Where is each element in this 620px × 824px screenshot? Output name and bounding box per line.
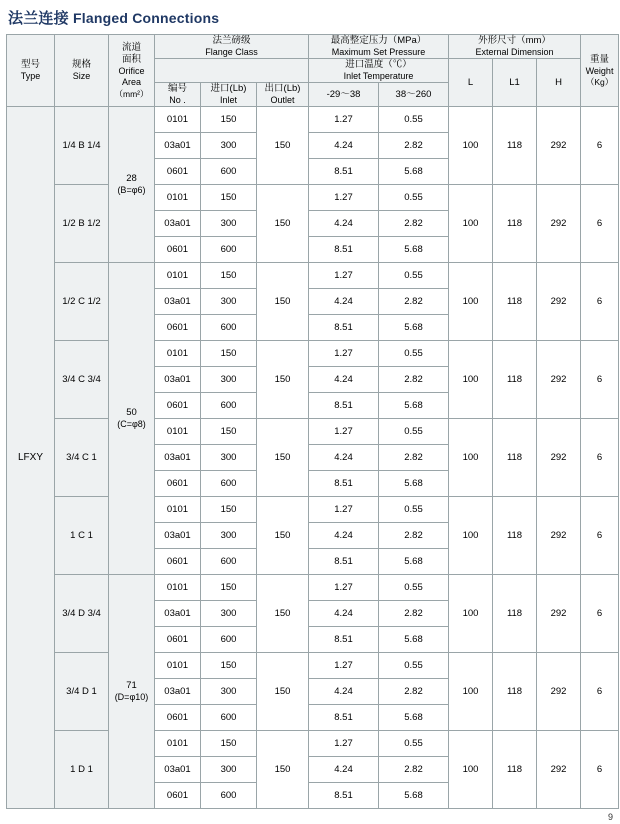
table-body xyxy=(7,107,619,809)
orifice-note: (D=φ10) xyxy=(114,692,149,703)
table-row xyxy=(7,731,619,757)
cell-dim-l1: 118 xyxy=(493,575,537,653)
orifice-note: (C=φ8) xyxy=(117,419,146,430)
cell-weight: 6 xyxy=(581,653,619,731)
cell-pressure-low-temp: 8.51 xyxy=(309,315,379,341)
cell-pressure-low-temp: 4.24 xyxy=(309,445,379,471)
cell-pressure-high-temp: 5.68 xyxy=(379,705,449,731)
cell-size: 1/2 C 1/2 xyxy=(55,263,109,341)
table-row xyxy=(7,107,619,133)
cell-pressure-high-temp: 0.55 xyxy=(379,341,449,367)
cell-inlet-lb: 300 xyxy=(201,445,257,471)
cell-inlet-lb: 600 xyxy=(201,315,257,341)
cell-pressure-low-temp: 8.51 xyxy=(309,783,379,809)
cell-code-no: 0101 xyxy=(155,185,201,211)
cell-code-no: 0601 xyxy=(155,783,201,809)
cell-inlet-lb: 150 xyxy=(201,263,257,289)
table-row xyxy=(7,185,619,211)
cell-size: 1 D 1 xyxy=(55,731,109,809)
cell-inlet-lb: 300 xyxy=(201,523,257,549)
cell-code-no: 0601 xyxy=(155,705,201,731)
cell-inlet-lb: 150 xyxy=(201,341,257,367)
cell-weight: 6 xyxy=(581,107,619,185)
cell-inlet-lb: 300 xyxy=(201,367,257,393)
cell-pressure-low-temp: 4.24 xyxy=(309,367,379,393)
cell-weight: 6 xyxy=(581,341,619,419)
specification-table xyxy=(6,34,619,809)
cell-size: 1 C 1 xyxy=(55,497,109,575)
cell-outlet-lb: 150 xyxy=(257,263,309,341)
cell-inlet-lb: 150 xyxy=(201,107,257,133)
cell-code-no: 0101 xyxy=(155,419,201,445)
cell-pressure-low-temp: 4.24 xyxy=(309,757,379,783)
cell-dim-l: 100 xyxy=(449,575,493,653)
cell-outlet-lb: 150 xyxy=(257,653,309,731)
cell-pressure-low-temp: 4.24 xyxy=(309,133,379,159)
cell-code-no: 0601 xyxy=(155,393,201,419)
cell-type: LFXY xyxy=(7,107,55,809)
table-row xyxy=(7,497,619,523)
cell-code-no: 0101 xyxy=(155,497,201,523)
page-title-cn: 法兰连接 xyxy=(8,10,69,27)
cell-pressure-low-temp: 4.24 xyxy=(309,523,379,549)
cell-dim-l: 100 xyxy=(449,341,493,419)
cell-code-no: 0101 xyxy=(155,263,201,289)
cell-dim-l: 100 xyxy=(449,653,493,731)
cell-dim-h: 292 xyxy=(537,653,581,731)
cell-inlet-lb: 300 xyxy=(201,601,257,627)
header-external-dimension: 外形尺寸（mm） External Dimension xyxy=(449,35,581,59)
cell-code-no: 0101 xyxy=(155,731,201,757)
cell-code-no: 0101 xyxy=(155,575,201,601)
cell-pressure-low-temp: 8.51 xyxy=(309,627,379,653)
cell-inlet-lb: 150 xyxy=(201,497,257,523)
cell-pressure-high-temp: 2.82 xyxy=(379,679,449,705)
header-max-set-pressure: 最高整定压力（MPa） Maximum Set Pressure xyxy=(309,35,449,59)
cell-inlet-lb: 600 xyxy=(201,237,257,263)
cell-dim-l: 100 xyxy=(449,107,493,185)
cell-dim-l1: 118 xyxy=(493,341,537,419)
cell-code-no: 03a01 xyxy=(155,367,201,393)
cell-pressure-high-temp: 2.82 xyxy=(379,445,449,471)
page-title-en: Flanged Connections xyxy=(73,10,220,26)
cell-weight: 6 xyxy=(581,263,619,341)
cell-code-no: 03a01 xyxy=(155,289,201,315)
cell-inlet-lb: 600 xyxy=(201,627,257,653)
cell-pressure-low-temp: 1.27 xyxy=(309,419,379,445)
header-spacer-flange xyxy=(155,59,309,83)
cell-code-no: 0601 xyxy=(155,471,201,497)
cell-orifice-area xyxy=(109,575,155,809)
cell-pressure-low-temp: 8.51 xyxy=(309,159,379,185)
cell-dim-l: 100 xyxy=(449,419,493,497)
cell-pressure-high-temp: 5.68 xyxy=(379,159,449,185)
cell-size: 1/4 B 1/4 xyxy=(55,107,109,185)
cell-pressure-low-temp: 1.27 xyxy=(309,341,379,367)
cell-inlet-lb: 300 xyxy=(201,211,257,237)
cell-pressure-high-temp: 0.55 xyxy=(379,185,449,211)
orifice-value: 50 xyxy=(126,407,137,419)
cell-pressure-high-temp: 5.68 xyxy=(379,315,449,341)
header-row-1 xyxy=(7,35,619,59)
cell-pressure-high-temp: 5.68 xyxy=(379,627,449,653)
cell-pressure-low-temp: 8.51 xyxy=(309,549,379,575)
cell-pressure-low-temp: 4.24 xyxy=(309,601,379,627)
cell-code-no: 0101 xyxy=(155,653,201,679)
cell-dim-l1: 118 xyxy=(493,185,537,263)
cell-dim-l: 100 xyxy=(449,731,493,809)
cell-size: 3/4 D 1 xyxy=(55,653,109,731)
table-row xyxy=(7,653,619,679)
cell-pressure-high-temp: 2.82 xyxy=(379,211,449,237)
cell-pressure-low-temp: 1.27 xyxy=(309,185,379,211)
cell-dim-l1: 118 xyxy=(493,263,537,341)
cell-pressure-low-temp: 8.51 xyxy=(309,393,379,419)
cell-weight: 6 xyxy=(581,497,619,575)
header-weight: 重量 Weight （Kg） xyxy=(581,35,619,107)
cell-pressure-low-temp: 1.27 xyxy=(309,653,379,679)
cell-code-no: 0101 xyxy=(155,341,201,367)
header-size: 规格 Size xyxy=(55,35,109,107)
cell-pressure-high-temp: 0.55 xyxy=(379,263,449,289)
cell-pressure-low-temp: 8.51 xyxy=(309,237,379,263)
header-temp-range-2: 38～260 xyxy=(379,83,449,107)
cell-code-no: 0601 xyxy=(155,315,201,341)
header-dim-h: H xyxy=(537,59,581,107)
cell-dim-l1: 118 xyxy=(493,653,537,731)
cell-dim-h: 292 xyxy=(537,263,581,341)
cell-weight: 6 xyxy=(581,731,619,809)
cell-code-no: 03a01 xyxy=(155,679,201,705)
cell-pressure-high-temp: 0.55 xyxy=(379,731,449,757)
cell-pressure-low-temp: 1.27 xyxy=(309,107,379,133)
cell-code-no: 0601 xyxy=(155,159,201,185)
cell-code-no: 0101 xyxy=(155,107,201,133)
table-header xyxy=(7,35,619,107)
cell-pressure-high-temp: 5.68 xyxy=(379,549,449,575)
cell-pressure-low-temp: 1.27 xyxy=(309,575,379,601)
page-number: 9 xyxy=(607,812,613,822)
table-row xyxy=(7,575,619,601)
cell-inlet-lb: 150 xyxy=(201,731,257,757)
cell-dim-l1: 118 xyxy=(493,731,537,809)
cell-pressure-low-temp: 4.24 xyxy=(309,679,379,705)
cell-weight: 6 xyxy=(581,185,619,263)
cell-pressure-low-temp: 4.24 xyxy=(309,289,379,315)
header-dim-l1: L1 xyxy=(493,59,537,107)
cell-pressure-high-temp: 2.82 xyxy=(379,757,449,783)
header-flange-class: 法兰磅级 Flange Class xyxy=(155,35,309,59)
cell-dim-h: 292 xyxy=(537,497,581,575)
cell-pressure-low-temp: 8.51 xyxy=(309,471,379,497)
cell-inlet-lb: 300 xyxy=(201,289,257,315)
cell-inlet-lb: 600 xyxy=(201,705,257,731)
cell-inlet-lb: 600 xyxy=(201,783,257,809)
cell-dim-l1: 118 xyxy=(493,107,537,185)
cell-pressure-high-temp: 0.55 xyxy=(379,653,449,679)
cell-pressure-high-temp: 5.68 xyxy=(379,393,449,419)
cell-code-no: 03a01 xyxy=(155,211,201,237)
cell-orifice-area xyxy=(109,263,155,575)
cell-code-no: 0601 xyxy=(155,627,201,653)
cell-inlet-lb: 300 xyxy=(201,679,257,705)
cell-dim-l: 100 xyxy=(449,497,493,575)
cell-inlet-lb: 150 xyxy=(201,185,257,211)
cell-outlet-lb: 150 xyxy=(257,731,309,809)
orifice-value: 71 xyxy=(126,680,137,692)
header-inlet-lb: 进口(Lb) Inlet xyxy=(201,83,257,107)
cell-pressure-high-temp: 2.82 xyxy=(379,601,449,627)
cell-pressure-high-temp: 0.55 xyxy=(379,107,449,133)
page-title xyxy=(0,0,620,34)
cell-dim-l: 100 xyxy=(449,263,493,341)
cell-inlet-lb: 300 xyxy=(201,133,257,159)
cell-pressure-low-temp: 4.24 xyxy=(309,211,379,237)
cell-pressure-low-temp: 1.27 xyxy=(309,263,379,289)
cell-code-no: 0601 xyxy=(155,237,201,263)
cell-pressure-high-temp: 0.55 xyxy=(379,419,449,445)
header-code-no: 编号 No . xyxy=(155,83,201,107)
cell-inlet-lb: 150 xyxy=(201,653,257,679)
orifice-note: (B=φ6) xyxy=(117,185,146,196)
cell-dim-h: 292 xyxy=(537,341,581,419)
cell-inlet-lb: 600 xyxy=(201,159,257,185)
cell-dim-h: 292 xyxy=(537,107,581,185)
cell-outlet-lb: 150 xyxy=(257,575,309,653)
cell-dim-h: 292 xyxy=(537,185,581,263)
header-dim-l: L xyxy=(449,59,493,107)
cell-code-no: 03a01 xyxy=(155,523,201,549)
cell-inlet-lb: 600 xyxy=(201,549,257,575)
header-temp-range-1: -29～38 xyxy=(309,83,379,107)
cell-outlet-lb: 150 xyxy=(257,497,309,575)
table-row xyxy=(7,263,619,289)
cell-outlet-lb: 150 xyxy=(257,341,309,419)
cell-pressure-low-temp: 1.27 xyxy=(309,497,379,523)
cell-size: 1/2 B 1/2 xyxy=(55,185,109,263)
cell-size: 3/4 C 3/4 xyxy=(55,341,109,419)
header-inlet-temperature: 进口温度（℃） Inlet Temperature xyxy=(309,59,449,83)
cell-outlet-lb: 150 xyxy=(257,107,309,185)
cell-outlet-lb: 150 xyxy=(257,419,309,497)
cell-pressure-high-temp: 2.82 xyxy=(379,289,449,315)
cell-size: 3/4 C 1 xyxy=(55,419,109,497)
cell-code-no: 03a01 xyxy=(155,133,201,159)
cell-inlet-lb: 150 xyxy=(201,575,257,601)
cell-size: 3/4 D 3/4 xyxy=(55,575,109,653)
cell-weight: 6 xyxy=(581,419,619,497)
cell-pressure-high-temp: 0.55 xyxy=(379,575,449,601)
cell-dim-h: 292 xyxy=(537,419,581,497)
cell-pressure-low-temp: 8.51 xyxy=(309,705,379,731)
orifice-value: 28 xyxy=(126,173,137,185)
table-row xyxy=(7,341,619,367)
cell-dim-l: 100 xyxy=(449,185,493,263)
cell-dim-l1: 118 xyxy=(493,419,537,497)
header-outlet-lb: 出口(Lb) Outlet xyxy=(257,83,309,107)
cell-pressure-high-temp: 5.68 xyxy=(379,783,449,809)
cell-inlet-lb: 150 xyxy=(201,419,257,445)
cell-pressure-high-temp: 2.82 xyxy=(379,133,449,159)
cell-pressure-high-temp: 2.82 xyxy=(379,523,449,549)
cell-orifice-area xyxy=(109,107,155,263)
cell-code-no: 03a01 xyxy=(155,445,201,471)
cell-inlet-lb: 600 xyxy=(201,471,257,497)
cell-inlet-lb: 600 xyxy=(201,393,257,419)
cell-pressure-high-temp: 2.82 xyxy=(379,367,449,393)
cell-dim-h: 292 xyxy=(537,575,581,653)
table-row xyxy=(7,419,619,445)
header-type: 型号 Type xyxy=(7,35,55,107)
cell-pressure-high-temp: 5.68 xyxy=(379,237,449,263)
cell-pressure-high-temp: 0.55 xyxy=(379,497,449,523)
cell-weight: 6 xyxy=(581,575,619,653)
cell-code-no: 03a01 xyxy=(155,757,201,783)
cell-dim-h: 292 xyxy=(537,731,581,809)
cell-dim-l1: 118 xyxy=(493,497,537,575)
cell-outlet-lb: 150 xyxy=(257,185,309,263)
cell-code-no: 03a01 xyxy=(155,601,201,627)
cell-inlet-lb: 300 xyxy=(201,757,257,783)
cell-pressure-low-temp: 1.27 xyxy=(309,731,379,757)
cell-pressure-high-temp: 5.68 xyxy=(379,471,449,497)
header-orifice-area: 流道 面积 Orifice Area （mm²） xyxy=(109,35,155,107)
cell-code-no: 0601 xyxy=(155,549,201,575)
